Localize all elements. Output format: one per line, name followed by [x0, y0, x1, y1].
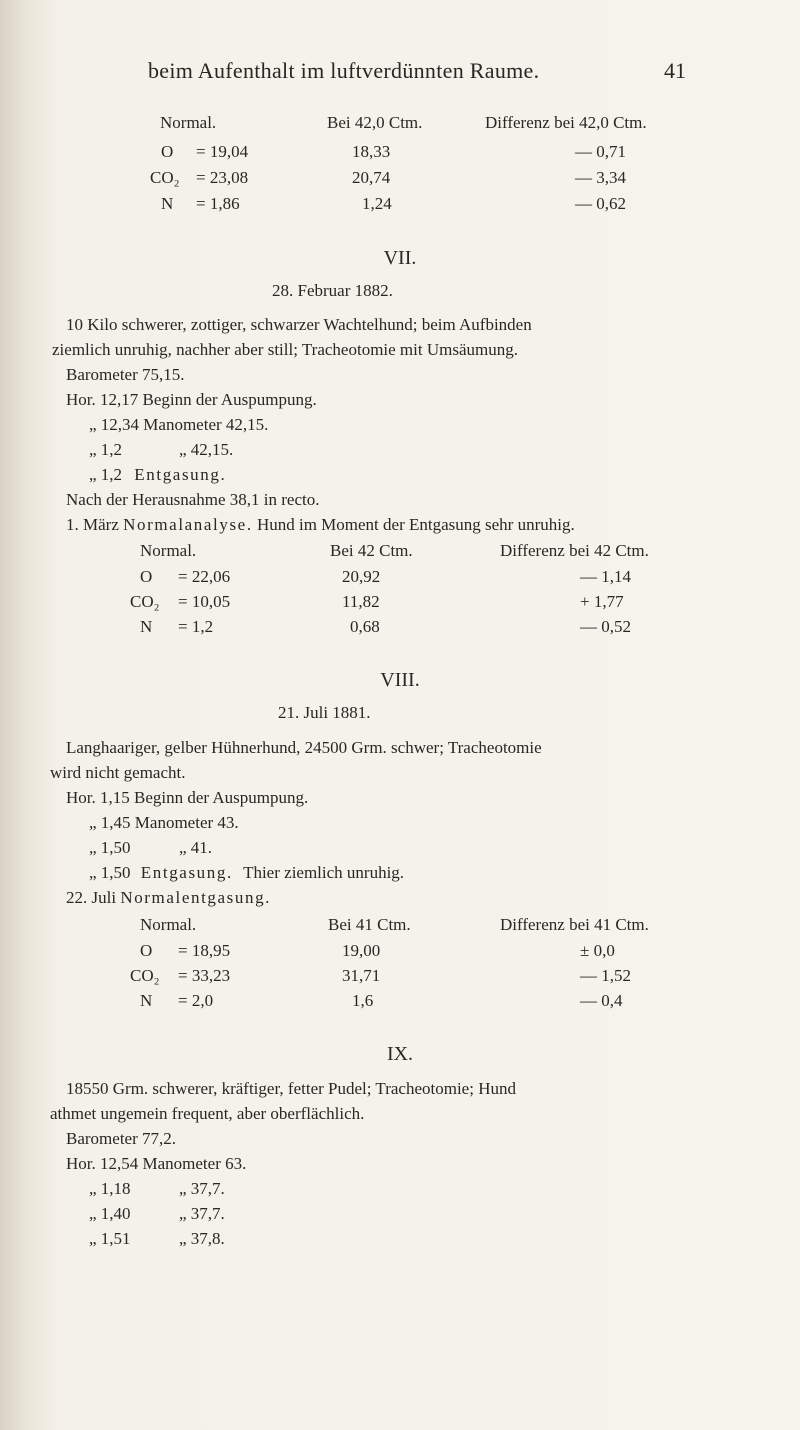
- barometer-line: Barometer 75,15.: [66, 365, 185, 384]
- header-title: beim Aufenthalt im luftverdünnten Raume.: [148, 58, 540, 83]
- hour-line: Hor. 1,15 Beginn der Auspumpung.: [66, 788, 309, 807]
- hour-line: „ 12,34 Manometer 42,15.: [89, 415, 269, 434]
- paragraph-line: Nach der Herausnahme 38,1 in recto.: [66, 490, 320, 509]
- section-numeral: VII.: [383, 247, 417, 269]
- col-diff-header: Differenz bei 42,0 Ctm.: [485, 113, 647, 132]
- page-number: 41: [664, 58, 686, 83]
- book-page: beim Aufenthalt im luftverdünnten Raume. 41 Normal. Bei 42,0 Ctm. Differenz bei 42,0 Ctm. O = 19,04 18,33 — 0,71 CO₂ = 23,08 20,74 — 3,34 N = 1,86 1,24 — 0,62 VII. 28. Februar 1882. 10 Kilo schwerer, zottiger, schwarzer Wachtelhund; beim Aufbinden ziemlich unruhig, nachher aber still; Tracheotomie mit Umsäumung. Barometer 75,15. Hor. 12,17 Beginn der Auspumpung. „ 12,34 Manometer 42,15. „ 1,2 „ 42,15. „ 1,2 Entgasung. Nach der Herausnahme 38,1 in recto. 1. März Normalanalyse. Hund im Moment der Entgasung sehr unruhig. Normal. Bei 42 Ctm. Differenz bei 42 Ctm. O = 22,06 20,92 — 1,14 CO₂ = 10,05 11,82 + 1,77 N = 1,2 0,68 — 0,52 VIII. 21. Juli 1881. Langhaariger, gelber Hühnerhund, 24500 Grm. schwer; Tracheotomie wird nicht gemacht. Hor. 1,15 Beginn der Auspumpung. „ 1,45 Manometer 43. „ 1,50 „ 41. „ 1,50 Entgasung. Thier ziemlich unruhig. 22. Juli Normalentgasung. Normal. Bei 41 Ctm. Differenz bei 41 Ctm. O = 18,95 19,00 ± 0,0 CO₂ = 33,23 31,71 — 1,52 N = 2,0 1,6 — 0,4 IX. 18550 Grm. schwerer, kräftiger, fetter Pudel; Tracheotomie; Hund athmet ungemein frequent, aber oberflächlich. Barometer 77,2. Hor. 12,54 Manometer 63. „ 1,18 „ 37,7. „ 1,40 „ 37,7. „ 1,51 „ 37,8.: [0, 0, 800, 1430]
- section-date: 21. Juli 1881.: [278, 703, 371, 722]
- running-header: [0, 58, 800, 88]
- hour-line: „ 1,18 „ 37,7.: [89, 1179, 225, 1198]
- section-date: 28. Februar 1882.: [272, 281, 393, 300]
- hour-line: „ 1,50 „ 41.: [89, 838, 213, 857]
- paragraph-line: 1. März Normalanalyse. Hund im Moment der Entgasung sehr unruhig.: [66, 515, 575, 534]
- hour-line: „ 1,45 Manometer 43.: [89, 813, 239, 832]
- paragraph-line: Langhaariger, gelber Hühnerhund, 24500 Grm. schwer; Tracheotomie: [66, 738, 542, 757]
- paragraph-line: 22. Juli Normalentgasung.: [66, 888, 272, 907]
- hour-line: „ 1,51 „ 37,8.: [89, 1229, 225, 1248]
- col-normal-header: Normal.: [160, 113, 217, 132]
- paragraph-line: ziemlich unruhig, nachher aber still; Tracheotomie mit Umsäumung.: [52, 340, 518, 359]
- paragraph-line: 10 Kilo schwerer, zottiger, schwarzer Wachtelhund; beim Aufbinden: [66, 315, 532, 334]
- hour-line: „ 1,2 Entgasung.: [89, 465, 227, 484]
- paragraph-line: athmet ungemein frequent, aber oberflächlich.: [50, 1104, 365, 1123]
- hour-line: „ 1,50 Entgasung. Thier ziemlich unruhig.: [89, 863, 405, 882]
- paragraph-line: wird nicht gemacht.: [50, 763, 186, 782]
- barometer-line: Barometer 77,2.: [66, 1129, 176, 1148]
- col-at-header: Bei 42,0 Ctm.: [327, 113, 423, 132]
- section-numeral: IX.: [386, 1043, 414, 1065]
- section-numeral: VIII.: [380, 669, 420, 691]
- hour-line: Hor. 12,54 Manometer 63.: [66, 1154, 247, 1173]
- hour-line: „ 1,2 „ 42,15.: [89, 440, 234, 459]
- paragraph-line: 18550 Grm. schwerer, kräftiger, fetter Pudel; Tracheotomie; Hund: [66, 1079, 516, 1098]
- hour-line: Hor. 12,17 Beginn der Auspumpung.: [66, 390, 317, 409]
- hour-line: „ 1,40 „ 37,7.: [89, 1204, 225, 1223]
